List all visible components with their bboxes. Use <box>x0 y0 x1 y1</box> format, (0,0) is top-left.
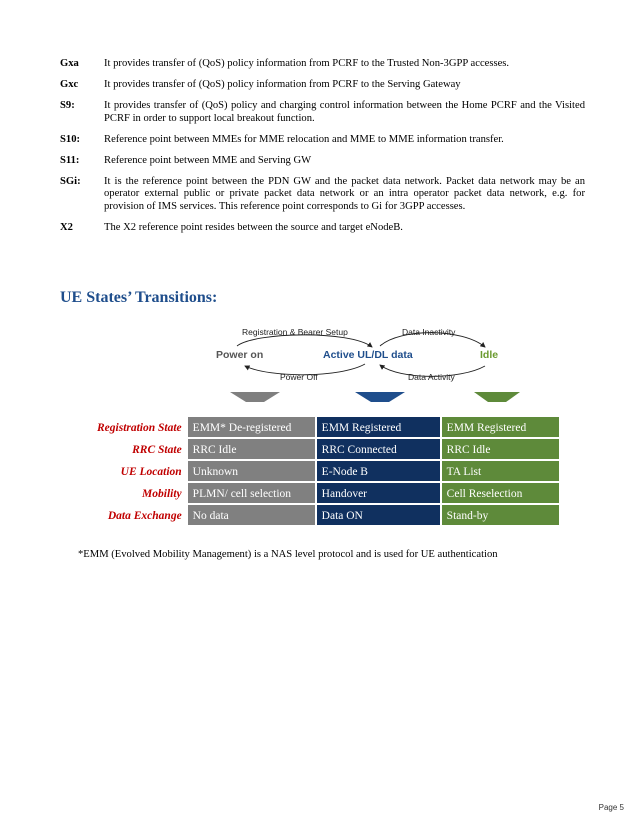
definitions-list <box>60 58 585 243</box>
definition-row <box>60 176 585 214</box>
table-row <box>92 461 559 483</box>
table-cell: PLMN/ cell selection <box>188 483 315 505</box>
down-arrow-blue-icon <box>355 392 405 402</box>
definition-term: X2 <box>60 221 73 233</box>
definition-term: S9: <box>60 100 75 111</box>
table-row <box>92 505 559 527</box>
row-label: Mobility <box>92 483 186 505</box>
definition-row <box>60 134 585 147</box>
definition-text: It is the reference point between the PDN GW and the packet data network. Packet data network may be an operator external public or private packet data network or an intra operator packet data network, e.g. for provision of IMS services. This reference point corresponds to Gi for 3GPP accesses. <box>104 175 585 212</box>
definition-text: It provides transfer of (QoS) policy and charging control information between the Home PCRF and the Visited PCRF in order to support local breakout function. <box>104 100 585 124</box>
table-cell: No data <box>188 505 315 527</box>
definition-term: S11: <box>60 154 80 166</box>
definition-term: Gxa <box>60 58 79 69</box>
transition-label-data-inactivity: Data Inactivity <box>402 327 456 337</box>
table-row <box>92 417 559 439</box>
state-active-label: Active UL/DL data <box>323 349 413 361</box>
section-title: UE States’ Transitions: <box>60 289 218 306</box>
state-transition-diagram <box>200 322 520 412</box>
table-cell: EMM Registered <box>317 417 440 439</box>
definition-row <box>60 79 585 92</box>
footnote: *EMM (Evolved Mobility Management) is a NAS level protocol and is used for UE authentication <box>78 549 498 560</box>
table-cell: EMM* De-registered <box>188 417 315 439</box>
transition-label-registration: Registration & Bearer Setup <box>242 327 348 337</box>
table-cell: RRC Idle <box>188 439 315 461</box>
table-cell: E-Node B <box>317 461 440 483</box>
definition-term: Gxc <box>60 79 79 90</box>
table-row <box>92 439 559 461</box>
table-cell: TA List <box>442 461 559 483</box>
row-label: Data Exchange <box>92 505 186 527</box>
definition-row <box>60 222 585 235</box>
page-number: Page 5 <box>598 803 624 812</box>
down-arrow-gray-icon <box>230 392 280 402</box>
definition-text: It provides transfer of (QoS) policy information from PCRF to the Trusted Non-3GPP accesses. <box>104 58 510 69</box>
down-arrow-green-icon <box>474 392 520 402</box>
row-label: Registration State <box>92 417 186 439</box>
table-cell: Stand-by <box>442 505 559 527</box>
transition-label-power-off: Power Off <box>280 372 318 382</box>
table-cell: EMM Registered <box>442 417 559 439</box>
row-label: RRC State <box>92 439 186 461</box>
table-row <box>92 483 559 505</box>
row-label: UE Location <box>92 461 186 483</box>
state-power-on-label: Power on <box>216 349 264 361</box>
definition-text: Reference point between MME and Serving GW <box>104 154 312 166</box>
definition-row <box>60 155 585 168</box>
definition-row <box>60 58 585 71</box>
ue-state-table <box>90 417 561 527</box>
table-cell: Cell Reselection <box>442 483 559 505</box>
definition-row <box>60 100 585 125</box>
transition-label-data-activity: Data Activity <box>408 372 455 382</box>
table-cell: Handover <box>317 483 440 505</box>
definition-text: Reference point between MMEs for MME relocation and MME to MME information transfer. <box>104 133 504 145</box>
table-cell: RRC Connected <box>317 439 440 461</box>
definition-text: The X2 reference point resides between the source and target eNodeB. <box>104 221 403 233</box>
definition-term: S10: <box>60 133 81 145</box>
table-cell: RRC Idle <box>442 439 559 461</box>
table-cell: Unknown <box>188 461 315 483</box>
table-cell: Data ON <box>317 505 440 527</box>
definition-term: SGi: <box>60 175 81 187</box>
state-idle-label: Idle <box>480 349 499 361</box>
definition-text: It provides transfer of (QoS) policy information from PCRF to the Serving Gateway <box>104 79 461 90</box>
